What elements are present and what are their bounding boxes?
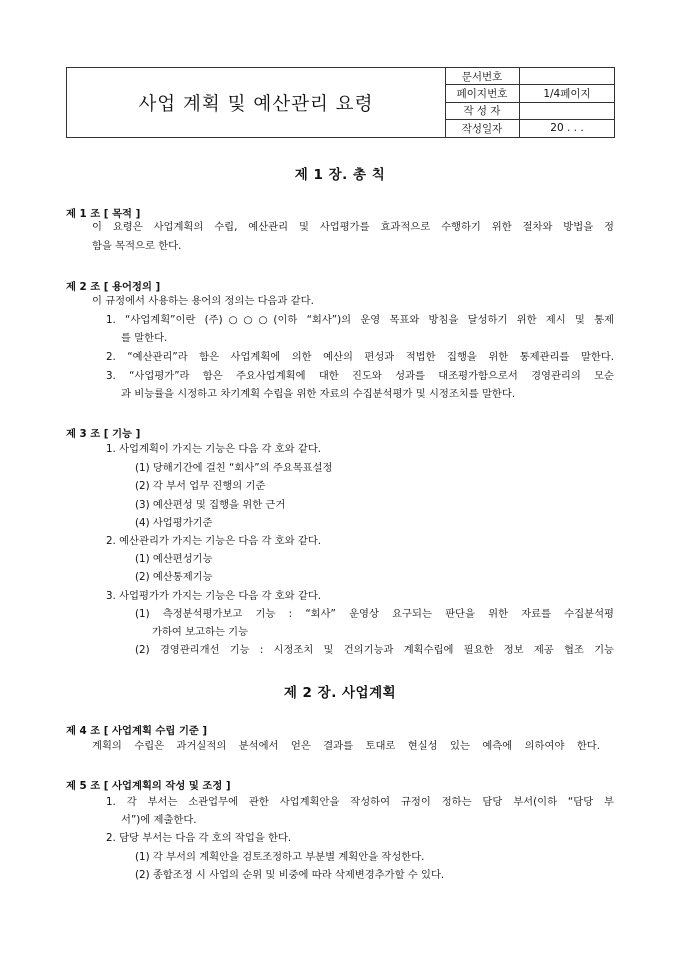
- article-3-heading: 제 3 조 [ 기능 ]: [66, 428, 141, 440]
- function-subitem: (3) 예산편성 및 집행을 위한 근거: [135, 499, 286, 511]
- info-label: 문서번호: [445, 68, 520, 84]
- function-subitem: (1) 측정분석평가보고 기능 : “회사” 운영상 요구되는 판단을 위한 자료를 수집분석평: [135, 608, 614, 620]
- article-1-heading: 제 1 조 [ 목적 ]: [66, 208, 141, 220]
- function-item-3: 3. 사업평가가 가지는 기능은 다음 각 호와 같다.: [106, 590, 322, 602]
- document-info-grid: [445, 68, 614, 137]
- definition-item-1-cont: 를 말한다.: [121, 332, 168, 344]
- function-subitem: (2) 각 부서 업무 진행의 기준: [135, 480, 266, 492]
- info-value: 20 . . .: [550, 122, 584, 135]
- article-1-text: 함을 목적으로 한다.: [92, 240, 182, 252]
- definition-item-3-cont: 과 비능률을 시정하고 차기계획 수립을 위한 자료의 수집분석평가 및 시정조치를 말한다.: [121, 388, 516, 400]
- info-value: 1/4페이지: [543, 87, 591, 100]
- info-label: 페이지번호: [445, 85, 520, 101]
- article-5-item-2: 2. 담당 부서는 다음 각 호의 작업을 한다.: [106, 832, 292, 844]
- function-item-1: 1. 사업계획이 가지는 기능은 다음 각 호와 같다.: [106, 443, 322, 455]
- definition-item-1: 1. “사업계획”이란 (주)○○○(이하 “회사”)의 운영 목표와 방침을 달성하기 위한 제시 및 통제: [106, 314, 614, 326]
- article-2-intro: 이 규정에서 사용하는 용어의 정의는 다음과 같다.: [92, 295, 314, 307]
- info-label: 작성일자: [445, 120, 520, 137]
- article-5-subitem: (1) 각 부서의 계획안을 검토조정하고 부분별 계획안을 작성한다.: [135, 851, 425, 863]
- document-header-table: [66, 67, 615, 138]
- info-row-page-number: [445, 85, 614, 102]
- definition-item-2: 2. “예산관리”라 함은 사업계획에 의한 예산의 편성과 적법한 집행을 위한 통제관리를 말한다.: [106, 351, 614, 363]
- info-value: [520, 103, 614, 119]
- function-subitem: (2) 경영관리개선 기능 : 시정조치 및 건의기능과 계획수립에 필요한 정보 제공 협조 기능: [135, 644, 614, 656]
- document-title: 사업 계획 및 예산관리 요령: [67, 68, 446, 137]
- function-subitem: (1) 예산편성기능: [135, 553, 213, 565]
- info-row-doc-number: [445, 68, 614, 85]
- function-subitem: (1) 당해기간에 걸친 “회사”의 주요목표설정: [135, 462, 333, 474]
- article-4-text: 계획의 수립은 과거실적의 분석에서 얻은 결과를 토대로 현실성 있는 예측에 의하여야 한다.: [92, 740, 600, 752]
- article-1-text: 이 요령은 사업계획의 수립, 예산관리 및 사업평가를 효과적으로 수행하기 위한 절차와 방법을 정: [92, 221, 614, 233]
- info-value: [520, 68, 614, 84]
- function-item-2: 2. 예산관리가 가지는 기능은 다음 각 호와 같다.: [106, 535, 322, 547]
- article-5-item-1-cont: 서”)에 제출한다.: [121, 814, 197, 826]
- info-row-author: [445, 103, 614, 120]
- function-subitem: (2) 예산통제기능: [135, 571, 213, 583]
- article-5-heading: 제 5 조 [ 사업계획의 작성 및 조정 ]: [66, 780, 231, 792]
- definition-item-3: 3. “사업평가”라 함은 주요사업계획에 대한 진도와 성과를 대조평가함으로서 경영관리의 모순: [106, 370, 614, 382]
- function-subitem: (4) 사업평가기준: [135, 517, 213, 529]
- chapter-1-title: 제 1 장. 총 칙: [294, 167, 386, 183]
- function-subitem-cont: 가하여 보고하는 기능: [152, 626, 249, 638]
- article-4-heading: 제 4 조 [ 사업계획 수립 기준 ]: [66, 725, 208, 737]
- article-2-heading: 제 2 조 [ 용어정의 ]: [66, 281, 161, 293]
- info-label: 작 성 자: [445, 103, 520, 119]
- article-5-item-1: 1. 각 부서는 소관업무에 관한 사업계획안을 작성하여 규정이 정하는 담당 부서(이하 “담당 부: [106, 796, 614, 808]
- article-5-subitem: (2) 종합조정 시 사업의 순위 및 비중에 따라 삭제변경추가할 수 있다.: [135, 869, 445, 881]
- info-row-date: [445, 120, 614, 137]
- chapter-2-title: 제 2 장. 사업계획: [283, 685, 397, 701]
